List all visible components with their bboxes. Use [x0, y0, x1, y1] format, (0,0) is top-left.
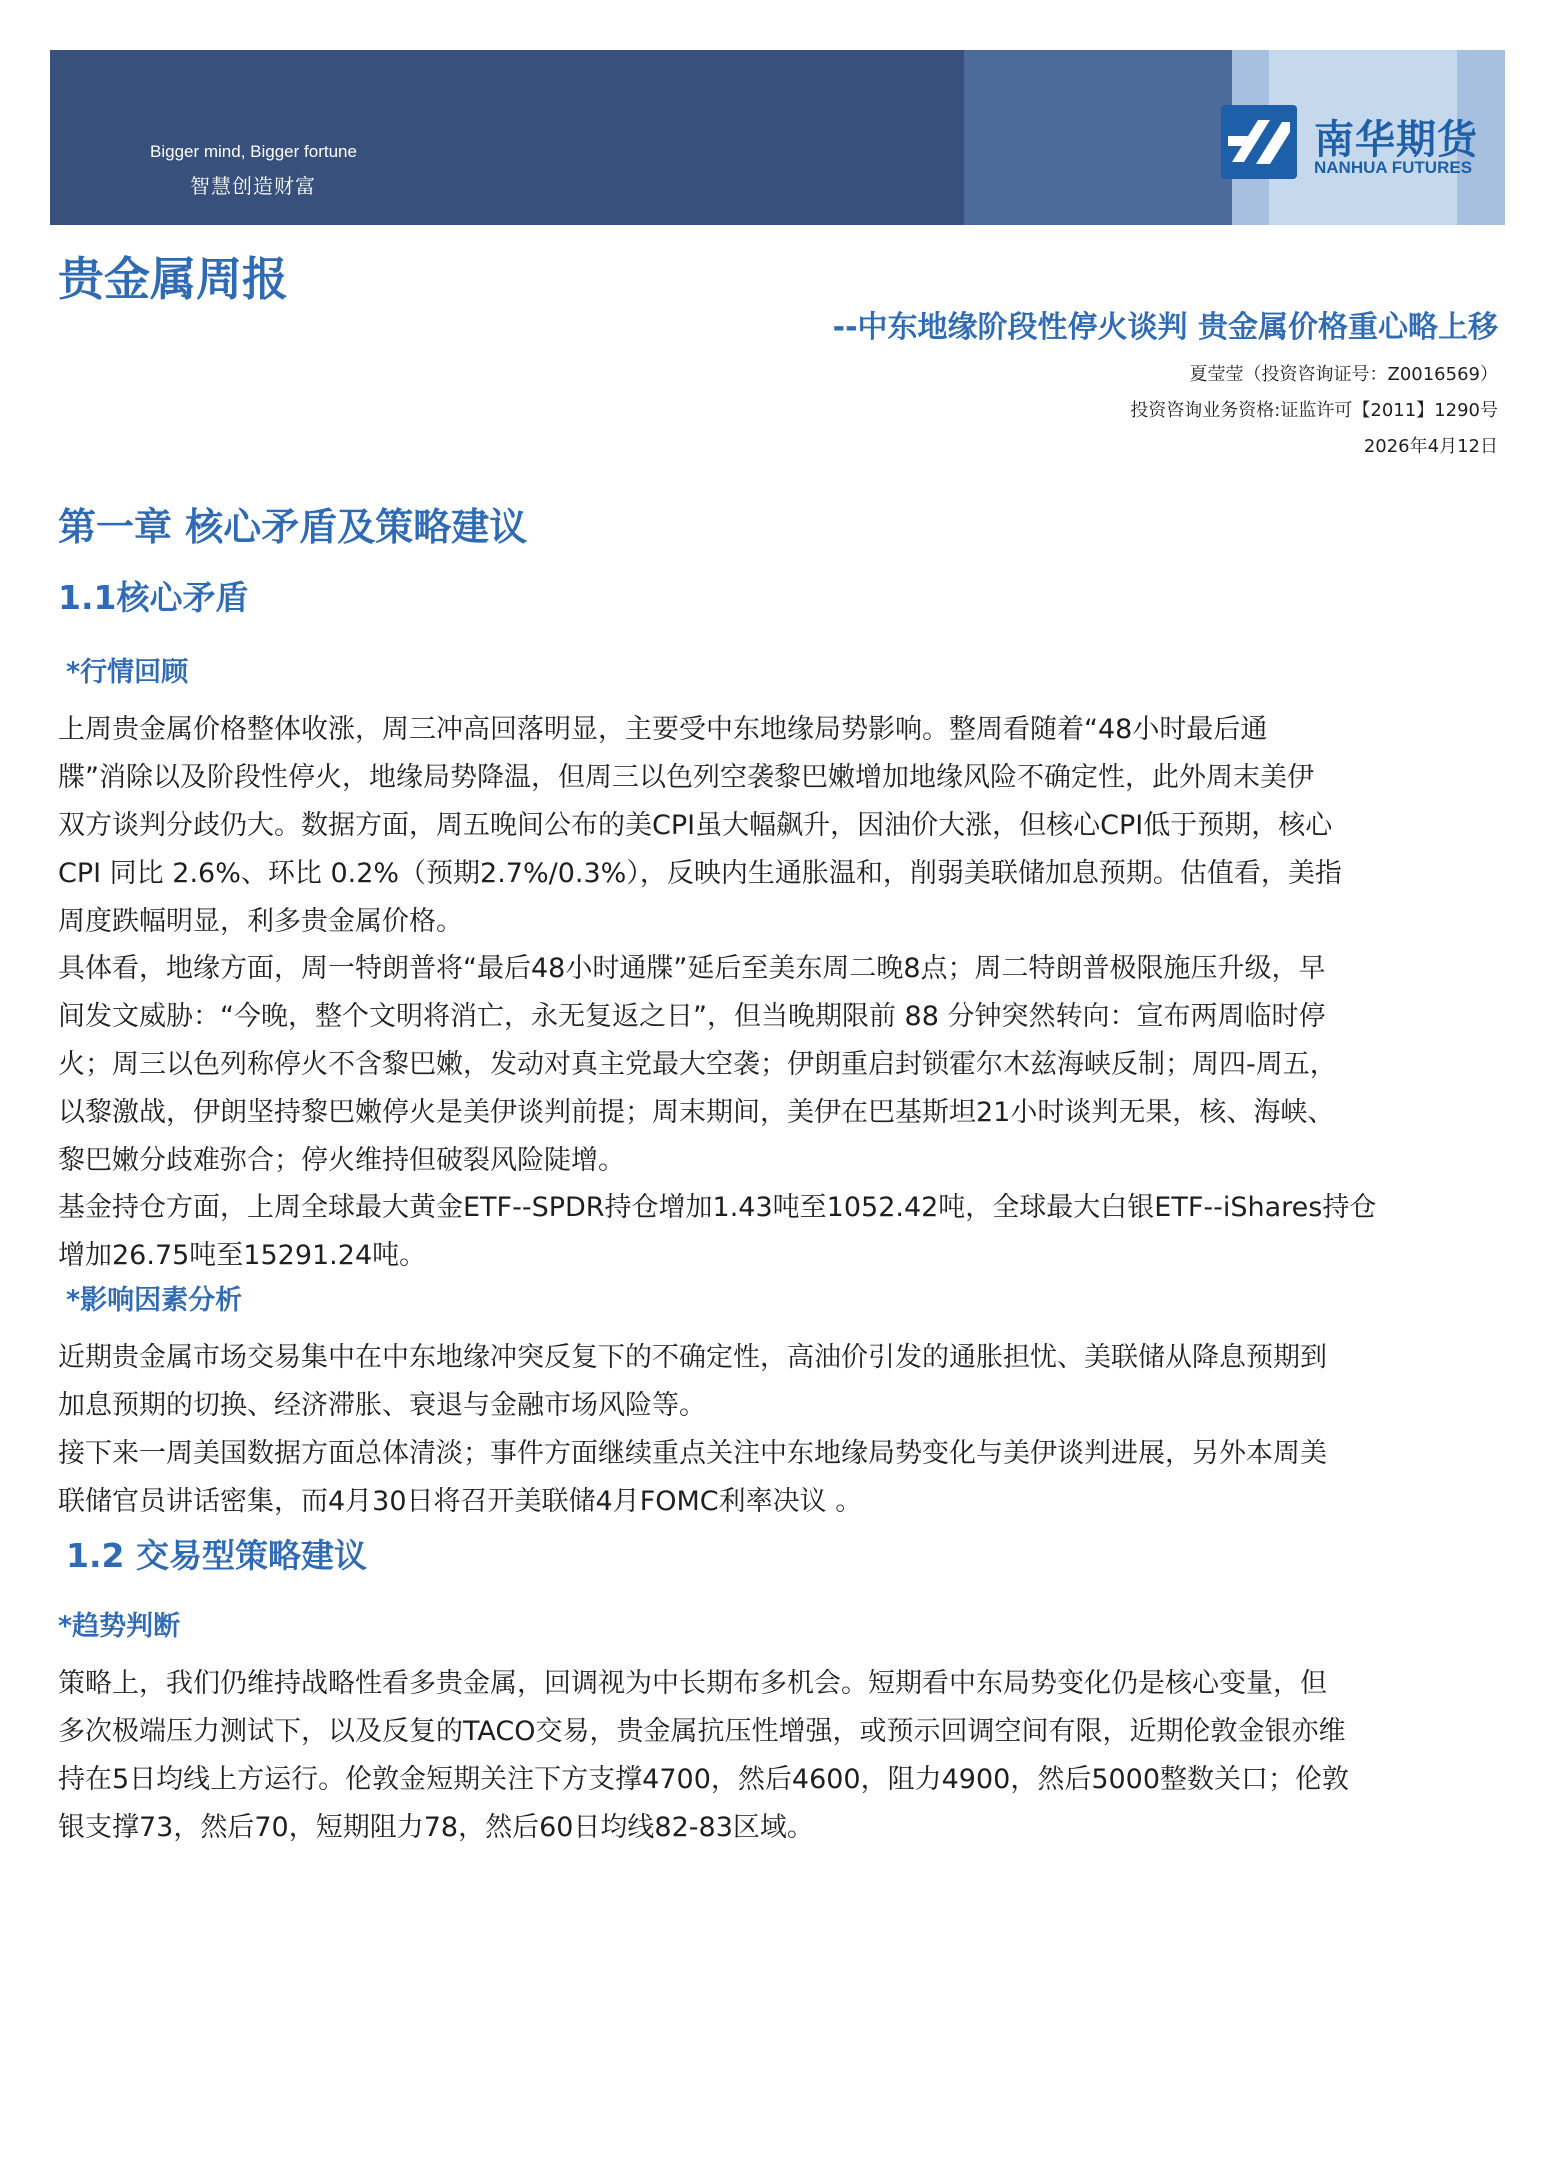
- report-title: 贵金属周报: [58, 252, 288, 306]
- subheading-trend: *趋势判断: [58, 1611, 181, 1642]
- subheading-market-review: *行情回顾: [66, 657, 189, 688]
- text-line: 火；周三以色列称停火不含黎巴嫩，发动对真主党最大空袭；伊朗重启封锁霍尔木兹海峡反制；周四-周五，: [58, 1049, 1337, 1080]
- factors-paragraph-2: [58, 1430, 1508, 1526]
- review-paragraph-3: [58, 1184, 1508, 1280]
- slogan-cn: 智慧创造财富: [190, 174, 316, 198]
- text-line: 基金持仓方面，上周全球最大黄金ETF--SPDR持仓增加1.43吨至1052.42吨，全球最大白银ETF--iShares持仓: [58, 1192, 1377, 1223]
- text-line: 黎巴嫩分歧难弥合；停火维持但破裂风险陡增。: [58, 1145, 625, 1176]
- text-line: 加息预期的切换、经济滞胀、衰退与金融市场风险等。: [58, 1390, 706, 1421]
- factors-paragraph-1: [58, 1334, 1508, 1430]
- text-line: 周度跌幅明显，利多贵金属价格。: [58, 906, 463, 937]
- section-heading-1-1: 1.1核心矛盾: [58, 578, 249, 617]
- text-line: 接下来一周美国数据方面总体清淡；事件方面继续重点关注中东地缘局势变化与美伊谈判进展，另外本周美: [58, 1438, 1327, 1469]
- text-line: 持在5日均线上方运行。伦敦金短期关注下方支撑4700，然后4600，阻力4900，然后5000整数关口；伦敦: [58, 1764, 1350, 1795]
- text-line: 联储官员讲话密集，而4月30日将召开美联储4月FOMC利率决议 。: [58, 1486, 863, 1517]
- text-line: 多次极端压力测试下，以及反复的TACO交易，贵金属抗压性增强，或预示回调空间有限，近期伦敦金银亦维: [58, 1716, 1346, 1747]
- text-line: CPI 同比 2.6%、环比 0.2%（预期2.7%/0.3%），反映内生通胀温和，削弱美联储加息预期。估值看，美指: [58, 858, 1342, 889]
- review-paragraph-1: [58, 706, 1508, 946]
- chapter-heading: 第一章 核心矛盾及策略建议: [58, 505, 528, 549]
- banner-mid-panel: [964, 50, 1232, 225]
- header-banner: [50, 50, 1505, 225]
- text-line: 银支撑73，然后70，短期阻力78，然后60日均线82-83区域。: [58, 1812, 814, 1843]
- slogan-en: Bigger mind, Bigger fortune: [150, 142, 357, 161]
- report-subtitle: --中东地缘阶段性停火谈判 贵金属价格重心略上移: [832, 310, 1498, 345]
- text-line: 以黎激战，伊朗坚持黎巴嫩停火是美伊谈判前提；周末期间，美伊在巴基斯坦21小时谈判无果，核、海峡、: [58, 1097, 1335, 1128]
- text-line: 双方谈判分歧仍大。数据方面，周五晚间公布的美CPI虽大幅飙升，因油价大涨，但核心CPI低于预期，核心: [58, 810, 1333, 841]
- license-line: 投资咨询业务资格:证监许可【2011】1290号: [1130, 400, 1498, 421]
- text-line: 间发文威胁：“今晚，整个文明将消亡，永无复返之日”，但当晚期限前 88 分钟突然转向：宣布两周临时停: [58, 1001, 1326, 1032]
- review-paragraph-2: [58, 945, 1508, 1185]
- section-heading-1-2: 1.2 交易型策略建议: [66, 1536, 367, 1575]
- subheading-factor-analysis: *影响因素分析: [66, 1285, 243, 1316]
- text-line: 近期贵金属市场交易集中在中东地缘冲突反复下的不确定性，高油价引发的通胀担忧、美联储从降息预期到: [58, 1342, 1327, 1373]
- logo-text-cn: 南华期货: [1314, 117, 1478, 163]
- trend-paragraph-1: [58, 1660, 1508, 1852]
- nanhua-logo-icon: [1218, 102, 1304, 182]
- company-logo: [1218, 102, 1498, 182]
- text-line: 上周贵金属价格整体收涨，周三冲高回落明显，主要受中东地缘局势影响。整周看随着“48小时最后通: [58, 714, 1268, 745]
- logo-text-en: NANHUA FUTURES: [1314, 158, 1473, 177]
- text-line: 增加26.75吨至15291.24吨。: [58, 1240, 427, 1271]
- text-line: 策略上，我们仍维持战略性看多贵金属，回调视为中长期布多机会。短期看中东局势变化仍是核心变量，但: [58, 1668, 1327, 1699]
- report-date: 2026年4月12日: [1363, 436, 1498, 457]
- text-line: 具体看，地缘方面，周一特朗普将“最后48小时通牒”延后至美东周二晚8点；周二特朗普极限施压升级，早: [58, 953, 1326, 984]
- author-line: 夏莹莹（投资咨询证号：Z0016569）: [1189, 364, 1498, 385]
- text-line: 牒”消除以及阶段性停火，地缘局势降温，但周三以色列空袭黎巴嫩增加地缘风险不确定性，此外周末美伊: [58, 762, 1314, 793]
